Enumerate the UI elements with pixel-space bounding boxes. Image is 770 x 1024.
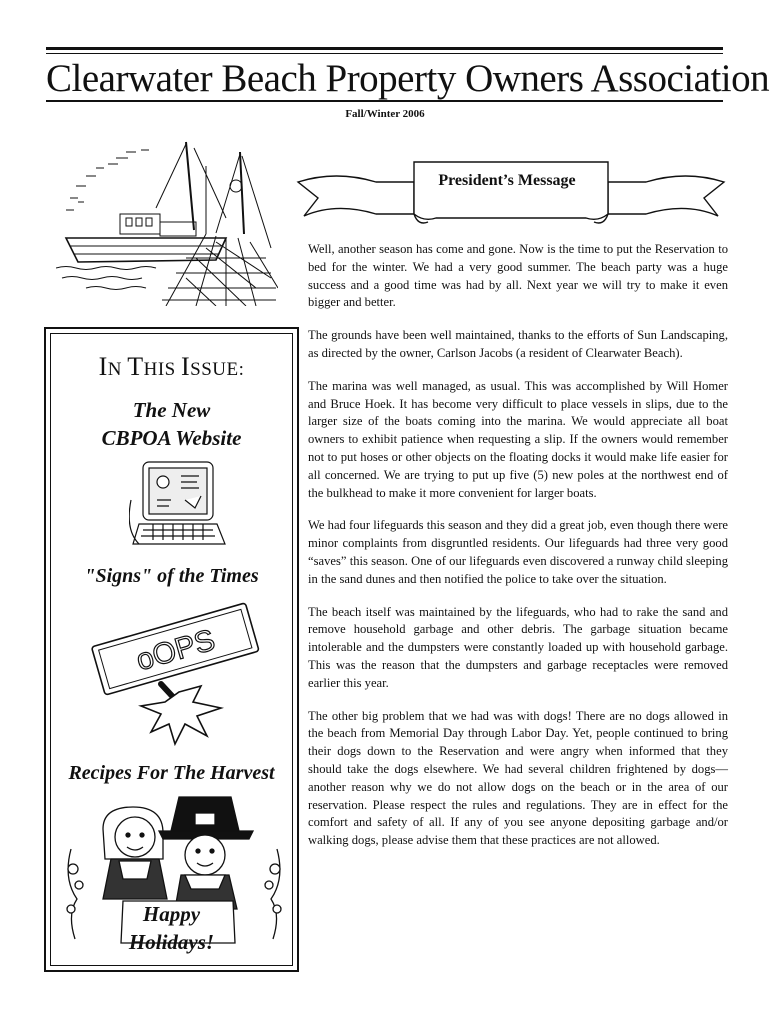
article-paragraph: We had four lifeguards this season and they did a great job, even though there were minor complaints from disgruntled residents. Our lifeguards had three very good “saves” this season. One of our lifeguards even discovered a runway child sleeping in the sand dunes and then notified the police to take over the situation. <box>308 518 728 586</box>
top-rule <box>46 47 723 50</box>
sidebar-inner-border <box>50 333 293 966</box>
masthead-title: Clearwater Beach Property Owners Association <box>46 57 770 100</box>
oops-sign-illustration <box>89 596 261 746</box>
article-paragraph: The other big problem that we had was with dogs! There are no dogs allowed in the beach from Memorial Day through Labor Day. Yet, people continued to bring their dogs down to the Reservation and were angry when informed that they should take the dogs elsewhere. We had several children frightened by dogs—another reason why we do not allow dogs on the beach or in the area of our reservation. Please respect the rules and regulations. They are in effect for the comfort and safety of all. If any of you see anyone depositing garbage and/or walking dogs, please advise them that these practices are not allowed. <box>308 708 728 848</box>
article-paragraph: Well, another season has come and gone. Now is the time to put the Reservation to bed for the winter. We had a very good summer. The beach party was a huge success and a good time was had by all. Next year we will try to make it even bigger and better. <box>308 242 728 310</box>
top-rule-thin <box>46 53 723 54</box>
sidebar-item-holidays[interactable]: Happy Holidays! <box>128 902 215 954</box>
sidebar-item-recipes[interactable]: Recipes For The Harvest <box>68 762 275 784</box>
issue-date: Fall/Winter 2006 <box>345 108 425 120</box>
presidents-message-article <box>308 241 728 865</box>
presidents-message-title: President’s Message <box>438 172 576 189</box>
article-paragraph: The beach itself was maintained by the lifeguards, who had to rake the sand and remove household garbage and other debris. The garbage situation became intolerable and the dumpsters were constantly loaded up with household garbage. This was the reason that the dumpsters and garbage receptacles were removed earlier this year. <box>308 604 728 690</box>
in-this-issue-sidebar <box>44 327 299 972</box>
article-paragraph: The marina was well managed, as usual. This was accomplished by Will Homer and Bruce Hoek. It has become very difficult to place vessels in slips, due to the larger size of the boats coming into the marina. We would appreciate all boat owners to exhibit patience when requesting a slip. If the owners would remember not to put hoses or other objects on the floating docks it would make life easier for all concerned. We are trying to put up five (5) new poles at the northwest end of the bulkhead to make it more convenient for larger boats. <box>308 378 728 500</box>
computer-illustration <box>129 460 229 552</box>
sidebar-item-website[interactable]: The New CBPOA Website <box>101 398 242 450</box>
article-paragraph: The grounds have been well maintained, thanks to the efforts of Sun Landscaping, as directed by the owner, Carlson Jacobs (a resident of Clearwater Beach). <box>308 328 728 360</box>
oops-sign-text: oOPS <box>132 623 219 678</box>
fishing-boat-illustration <box>56 138 278 306</box>
sidebar-item-signs[interactable]: "Signs" of the Times <box>84 565 259 587</box>
presidents-message-banner <box>296 152 726 232</box>
masthead-underline <box>46 100 723 102</box>
sidebar-heading: IN THIS ISSUE: <box>98 352 245 381</box>
